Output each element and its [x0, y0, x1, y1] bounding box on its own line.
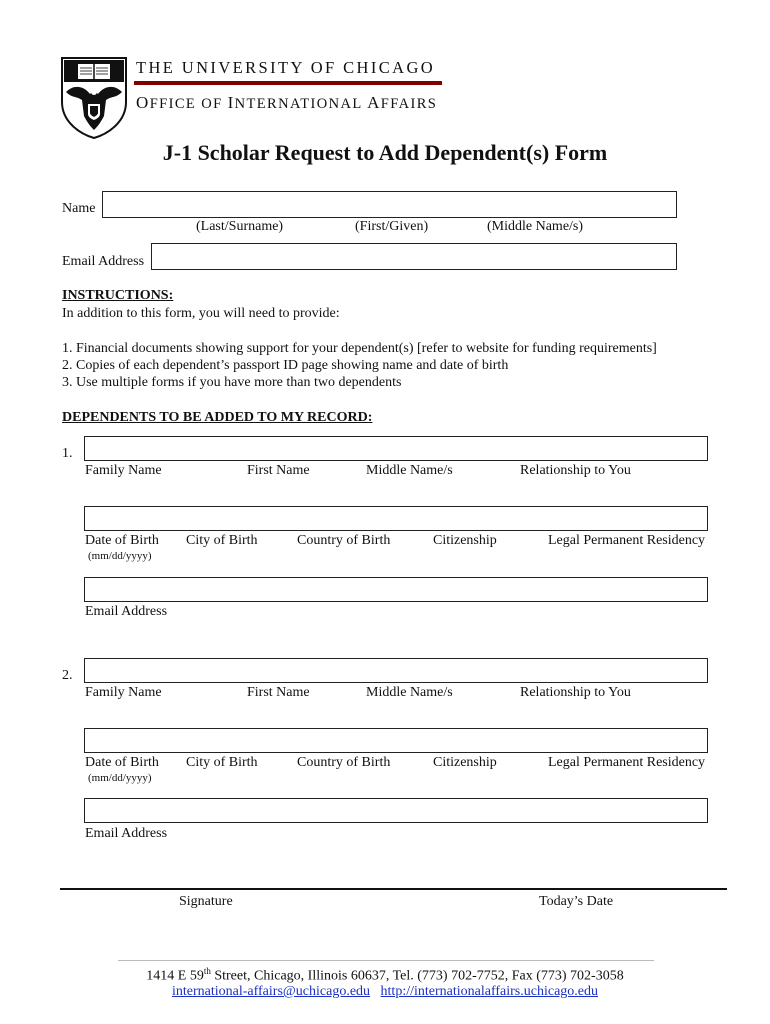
- header-divider: [134, 81, 442, 85]
- instructions-heading: INSTRUCTIONS:: [62, 288, 174, 303]
- name-input[interactable]: [102, 191, 677, 218]
- dependent-2-family-name-label: Family Name: [85, 685, 162, 700]
- dependent-2-number: 2.: [62, 668, 73, 683]
- dependents-heading: DEPENDENTS TO BE ADDED TO MY RECORD:: [62, 410, 373, 425]
- university-seal-icon: [60, 56, 128, 140]
- dependent-1-dob-label: Date of Birth: [85, 533, 159, 548]
- footer-email-link[interactable]: international-affairs@uchicago.edu: [171, 984, 371, 999]
- office-word-1-rest: FFICE OF: [149, 96, 228, 112]
- office-word-2-initial: I: [227, 93, 235, 112]
- email-label: Email Address: [62, 254, 145, 269]
- dependent-1-citizenship-label: Citizenship: [433, 533, 497, 548]
- middle-names-sublabel: (Middle Name/s): [487, 219, 584, 234]
- todays-date-label: Today’s Date: [539, 894, 614, 909]
- footer-address-rest: Street, Chicago, Illinois 60637, Tel. (773) 702-7752, Fax (773) 702-3058: [210, 968, 624, 984]
- office-word-3-initial: A: [367, 93, 381, 112]
- first-given-sublabel: (First/Given): [355, 219, 429, 234]
- dependent-2-citizenship-label: Citizenship: [433, 755, 497, 770]
- footer-address-ordinal: th: [203, 966, 211, 976]
- dependent-1-country-label: Country of Birth: [297, 533, 391, 548]
- instruction-item-3: 3. Use multiple forms if you have more than two dependents: [62, 375, 402, 390]
- dependent-2-middle-name-label: Middle Name/s: [366, 685, 453, 700]
- dependent-2-email-input[interactable]: [84, 798, 708, 823]
- office-name: [136, 93, 437, 113]
- form-title: J-1 Scholar Request to Add Dependent(s) Form: [162, 140, 608, 165]
- dependent-1-name-input[interactable]: [84, 436, 708, 461]
- instructions-intro: In addition to this form, you will need to provide:: [62, 306, 340, 321]
- office-word-1-initial: O: [136, 93, 150, 112]
- dependent-1-family-name-label: Family Name: [85, 463, 162, 478]
- dependent-1-residency-label: Legal Permanent Residency: [548, 533, 706, 548]
- dependent-1-city-label: City of Birth: [186, 533, 258, 548]
- instruction-item-1: 1. Financial documents showing support for your dependent(s) [refer to website for funding requirements]: [62, 341, 657, 356]
- footer-links: [0, 984, 770, 1000]
- dependent-2-first-name-label: First Name: [247, 685, 310, 700]
- dependent-1-birth-input[interactable]: [84, 506, 708, 531]
- dependent-2-birth-input[interactable]: [84, 728, 708, 753]
- dependent-2-country-label: Country of Birth: [297, 755, 391, 770]
- office-word-2-rest: NTERNATIONAL: [234, 96, 368, 112]
- last-surname-sublabel: (Last/Surname): [196, 219, 284, 234]
- dependent-1-date-format: (mm/dd/yyyy): [88, 550, 152, 562]
- dependent-2-residency-label: Legal Permanent Residency: [548, 755, 706, 770]
- dependent-2-relationship-label: Relationship to You: [520, 685, 631, 700]
- dependent-1-relationship-label: Relationship to You: [520, 463, 631, 478]
- footer-address-start: 1414 E 59: [146, 968, 204, 984]
- dependent-1-middle-name-label: Middle Name/s: [366, 463, 453, 478]
- dependent-1-number: 1.: [62, 446, 73, 461]
- dependent-2-dob-label: Date of Birth: [85, 755, 159, 770]
- name-label: Name: [62, 201, 96, 216]
- signature-line[interactable]: [60, 888, 727, 890]
- university-name: THE UNIVERSITY OF CHICAGO: [136, 58, 436, 77]
- email-input[interactable]: [151, 243, 677, 270]
- dependent-1-email-input[interactable]: [84, 577, 708, 602]
- dependent-2-name-input[interactable]: [84, 658, 708, 683]
- signature-label: Signature: [179, 894, 233, 909]
- footer-divider: [118, 960, 654, 961]
- dependent-2-date-format: (mm/dd/yyyy): [88, 772, 152, 784]
- dependent-1-email-label: Email Address: [85, 604, 168, 619]
- footer-address: [0, 966, 770, 985]
- instruction-item-2: 2. Copies of each dependent’s passport ID page showing name and date of birth: [62, 358, 509, 373]
- office-word-3-rest: FFAIRS: [380, 96, 438, 112]
- dependent-2-city-label: City of Birth: [186, 755, 258, 770]
- dependent-2-email-label: Email Address: [85, 826, 168, 841]
- dependent-1-first-name-label: First Name: [247, 463, 310, 478]
- footer-website-link[interactable]: http://internationalaffairs.uchicago.edu: [380, 984, 598, 999]
